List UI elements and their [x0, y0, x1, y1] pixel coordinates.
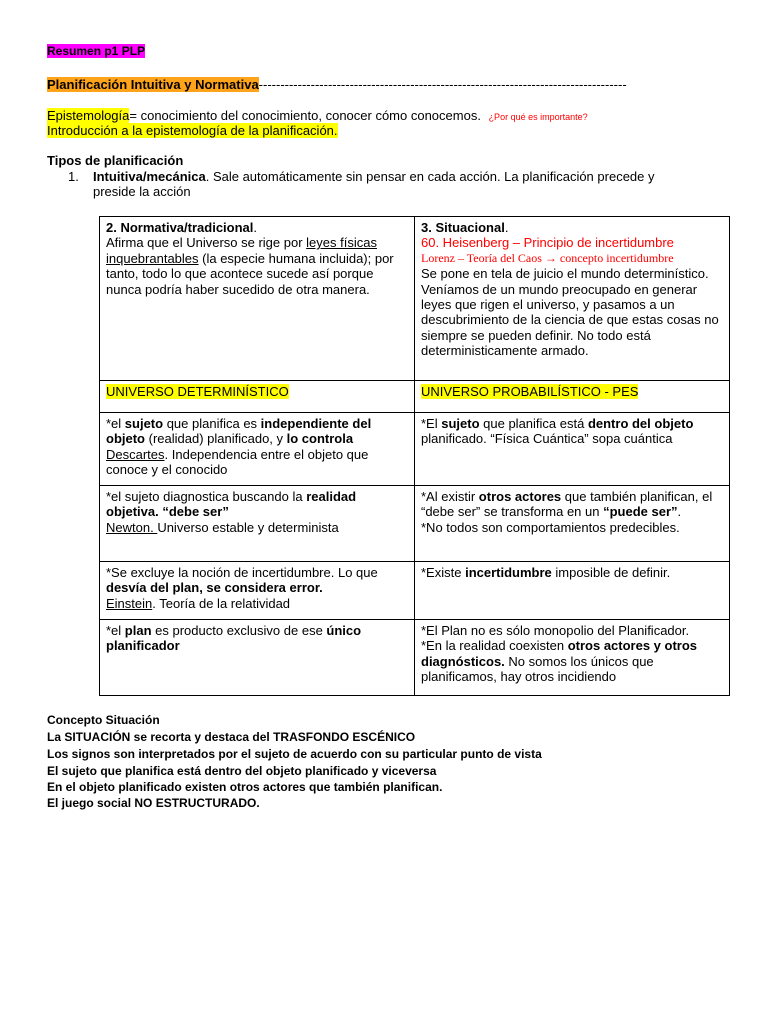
- row4-left-b: realidad objetiva. “debe ser”: [106, 489, 357, 520]
- row5-left-a: *Se excluye la noción de incertidumbre. Lo que: [106, 565, 378, 580]
- cell-situacional-incertidumbre: [415, 562, 730, 620]
- normativa-text-a: Afirma que el Universo se rige por: [106, 235, 307, 251]
- situacional-text: Se pone en tela de juicio el mundo determinístico. Veníamos de un mundo preocupado en generar leyes que rigen el universo, y pasamos a un descubrimiento de la ciencia de que estas cosas no siempre se pueden definir. No todo está deterministicamente armado.: [421, 266, 719, 359]
- section-title-text: Planificación Intuitiva y Normativa: [47, 77, 259, 92]
- row3-right-b: sujeto: [441, 416, 480, 431]
- row6-right-c: otros actores y otros diagnósticos.: [421, 638, 698, 669]
- concepto-heading: Concepto Situación: [47, 713, 160, 727]
- intro-line: [47, 123, 338, 138]
- epistemology-definition: = conocimiento del conocimiento, conocer cómo conocemos.: [129, 108, 481, 123]
- normativa-title: 2. Normativa/tradicional: [106, 220, 254, 235]
- concepto-line: El juego social NO ESTRUCTURADO.: [47, 796, 260, 810]
- normativa-link: leyes físicas inquebrantables: [106, 235, 377, 266]
- row4-left-newton: Newton.: [106, 519, 158, 535]
- types-item-1-term: Intuitiva/mecánica: [93, 169, 206, 184]
- normativa-text-b: (la especie humana incluida); por tanto, todo lo que acontece sucede así porque nunca podría haber sucedido de otra manera.: [106, 250, 394, 297]
- row4-left-d: Universo estable y determinista: [157, 519, 339, 535]
- row3-left-a: *el: [106, 416, 125, 431]
- intro-line-text: Introducción a la epistemología de la planificación.: [47, 123, 338, 138]
- types-item-1-line-1: [93, 169, 655, 184]
- table-row: [100, 620, 730, 696]
- row3-left-b: sujeto: [124, 416, 164, 431]
- cell-normativa-diagnostico: [100, 486, 415, 562]
- table-row: [100, 413, 730, 486]
- cell-situacional-diagnostico: [415, 486, 730, 562]
- concepto-line: El sujeto que planifica está dentro del objeto planificado y viceversa: [47, 764, 437, 778]
- cell-situacional-plan: [415, 620, 730, 696]
- types-item-1-text-a: . Sale automáticamente sin pensar en cada acción. La planificación precede y: [205, 169, 655, 184]
- row6-left-c: es producto exclusivo de ese: [151, 623, 327, 638]
- cell-normativa-incertidumbre: [100, 562, 415, 620]
- epistemology-question: ¿Por qué es importante?: [488, 112, 588, 122]
- universo-probabilistico: UNIVERSO PROBABILÍSTICO - PES: [421, 384, 639, 399]
- row3-right-d: dentro del objeto: [587, 416, 694, 431]
- row3-right-a: *El: [421, 416, 442, 431]
- row5-left-einstein: Einstein: [106, 595, 153, 611]
- situacional-lorenz: Lorenz – Teoría del Caos → concepto incertidumbre: [421, 250, 674, 265]
- row6-left-b: plan: [124, 623, 152, 638]
- row3-left-f: lo controla: [286, 431, 354, 447]
- table-row: [100, 381, 730, 413]
- table-row: [100, 562, 730, 620]
- types-item-1-number: 1.: [68, 169, 79, 184]
- cell-normativa: 2. Normativa/tradicional. Afirma que el Universo se rige por leyes físicas inquebrantables (la especie humana incluida); por tanto, todo lo que acontece sucede así porque nunca podría haber sucedido de otra manera.: [100, 217, 415, 381]
- row3-left-d: independiente del objeto: [106, 416, 372, 447]
- row6-right-a: *El Plan no es sólo monopolio del Planificador.: [421, 623, 690, 638]
- concepto-line: En el objeto planificado existen otros actores que también planifican.: [47, 780, 443, 794]
- section-rule: -------------------------------------------------------------------------------------: [258, 77, 627, 92]
- types-item-1-line-2: preside la acción: [93, 184, 191, 199]
- table-row: [100, 217, 730, 381]
- section-title: [47, 77, 627, 92]
- row6-left-a: *el: [106, 623, 125, 638]
- row4-right-e: .: [677, 504, 682, 520]
- row4-right-f: *No todos son comportamientos predecibles.: [421, 519, 680, 535]
- row3-right-e: planificado. “Física Cuántica” sopa cuántica: [421, 431, 673, 447]
- row4-right-a: *Al existir: [421, 489, 479, 504]
- cell-universo-deterministico: [100, 381, 415, 413]
- row3-left-descartes: Descartes: [106, 446, 165, 462]
- row3-right-c: que planifica está: [479, 416, 588, 431]
- table-row: [100, 486, 730, 562]
- doc-title: [47, 44, 145, 59]
- row3-left-c: que planifica es: [163, 416, 261, 431]
- doc-title-text: Resumen p1 PLP: [47, 44, 146, 58]
- row5-left-d: . Teoría de la relatividad: [152, 595, 291, 611]
- row5-left-b: desvía del plan, se considera error.: [106, 580, 323, 596]
- row3-left-h: . Independencia entre el objeto que conoce y el conocido: [106, 446, 369, 478]
- row6-right-d: No somos los únicos que planificamos, hay otros incidiendo: [421, 653, 654, 685]
- row4-right-b: otros actores: [478, 489, 562, 504]
- cell-universo-probabilistico: [415, 381, 730, 413]
- row4-right-d: “puede ser”: [603, 504, 678, 520]
- row3-left-e: (realidad) planificado, y: [145, 431, 287, 447]
- situacional-title: 3. Situacional: [421, 220, 505, 235]
- comparison-table: [99, 216, 730, 696]
- row4-left-a: *el sujeto diagnostica buscando la: [106, 489, 307, 504]
- row4-right-c: que también planifican, el “debe ser” se transforma en un: [421, 489, 713, 520]
- concepto-line: La SITUACIÓN se recorta y destaca del TRASFONDO ESCÉNICO: [47, 730, 416, 744]
- types-heading: Tipos de planificación: [47, 153, 184, 168]
- cell-normativa-sujeto: [100, 413, 415, 486]
- cell-situacional: 3. Situacional. 60. Heisenberg – Principio de incertidumbre Lorenz – Teoría del Caos → concepto incertidumbre Se pone en tela de juicio el mundo determinístico. Veníamos de un mundo preocupado en generar leyes que rigen el universo, y pasamos a un descubrimiento de la ciencia de que estas cosas no siempre se pueden definir. No todo está deterministicamente armado.: [415, 217, 730, 381]
- concepto-line: Los signos son interpretados por el sujeto de acuerdo con su particular punto de vista: [47, 747, 542, 761]
- row5-right-b: incertidumbre: [465, 565, 552, 580]
- cell-normativa-plan: [100, 620, 415, 696]
- row5-right-a: *Existe: [421, 565, 466, 580]
- row5-right-c: imposible de definir.: [551, 565, 671, 580]
- situacional-heisenberg: 60. Heisenberg – Principio de incertidumbre: [421, 235, 674, 251]
- row6-left-d: único planificador: [106, 623, 362, 654]
- cell-situacional-sujeto: [415, 413, 730, 486]
- universo-deterministico: UNIVERSO DETERMINÍSTICO: [106, 384, 289, 399]
- row6-right-b: *En la realidad coexisten: [421, 638, 568, 654]
- epistemology-term: Epistemología: [47, 108, 130, 123]
